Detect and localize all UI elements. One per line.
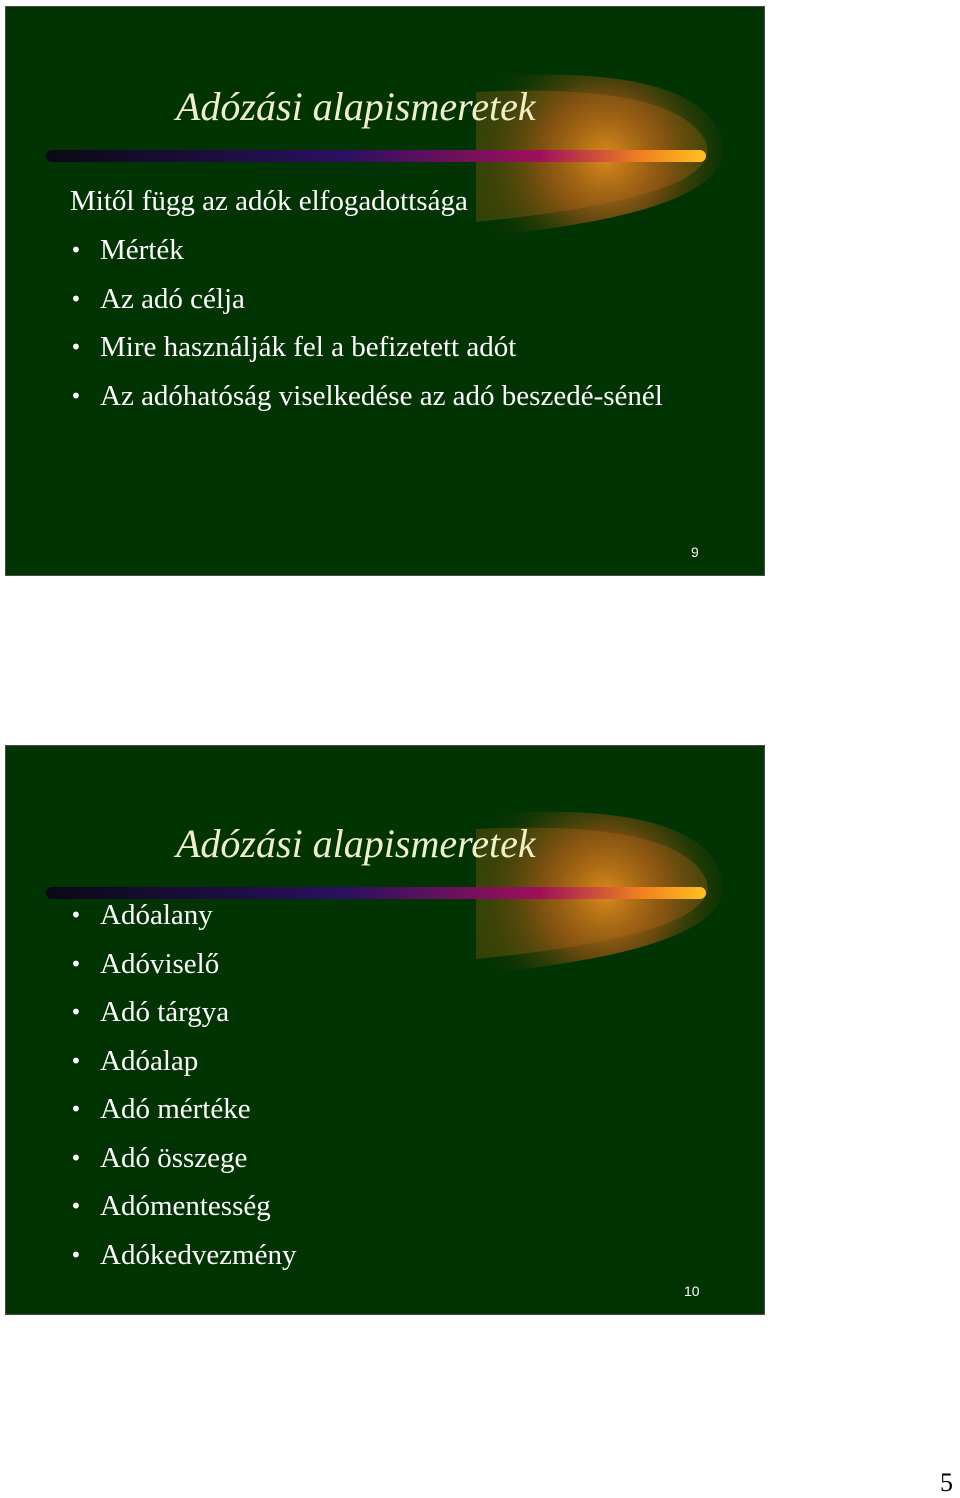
bullet-icon: • (70, 238, 82, 262)
list-item (70, 1095, 710, 1144)
bullet-icon: • (70, 1000, 82, 1024)
slide-subtitle: Mitől függ az adók elfogadottsága (70, 185, 468, 217)
list-item (70, 1192, 710, 1241)
list-item (70, 333, 710, 382)
bullet-icon: • (70, 1242, 82, 1267)
slide-page-number: 9 (691, 544, 699, 560)
bullet-icon: • (70, 951, 82, 976)
list-item-text: Adóalap (100, 1044, 199, 1077)
slide-title: Adózási alapismeretek (176, 821, 536, 866)
list-item-text: Adómentesség (100, 1190, 271, 1222)
list-item-text: Az adó célja (100, 282, 245, 315)
list-item-text: Mire használják fel a befizetett adót (100, 331, 517, 363)
list-item-text: Adóviselő (100, 947, 220, 980)
list-item-text: Mérték (100, 234, 184, 266)
bullet-icon: • (70, 335, 82, 359)
bullet-list (70, 901, 710, 1289)
list-item-text: Adó mértéke (100, 1093, 251, 1125)
bullet-icon: • (70, 286, 82, 311)
bullet-icon: • (70, 383, 82, 408)
list-item (70, 901, 710, 950)
list-item-text: Az adóhatóság viselkedése az adó beszedé-sénél (100, 379, 663, 412)
slide-page-number: 10 (684, 1283, 700, 1299)
bullet-icon: • (70, 1097, 82, 1121)
slide-10 (5, 745, 765, 1315)
slide-title: Adózási alapismeretek (176, 84, 536, 129)
bullet-icon: • (70, 1145, 82, 1170)
list-item (70, 376, 710, 416)
bullet-list (70, 236, 710, 416)
bullet-icon: • (70, 1194, 82, 1218)
list-item (70, 947, 710, 999)
list-item-text: Adóalany (100, 899, 213, 931)
list-item (70, 1141, 710, 1193)
bullet-icon: • (70, 903, 82, 927)
list-item (70, 1238, 710, 1290)
list-item-text: Adókedvezmény (100, 1238, 297, 1271)
sheet-page-number: 5 (940, 1468, 953, 1497)
list-item (70, 1044, 710, 1096)
list-item (70, 998, 710, 1047)
list-item-text: Adó összege (100, 1141, 248, 1174)
list-item (70, 282, 710, 334)
title-swoosh-decoration (6, 7, 765, 267)
list-item-text: Adó tárgya (100, 996, 230, 1028)
slide-9 (5, 6, 765, 576)
bullet-icon: • (70, 1048, 82, 1073)
list-item (70, 236, 710, 285)
